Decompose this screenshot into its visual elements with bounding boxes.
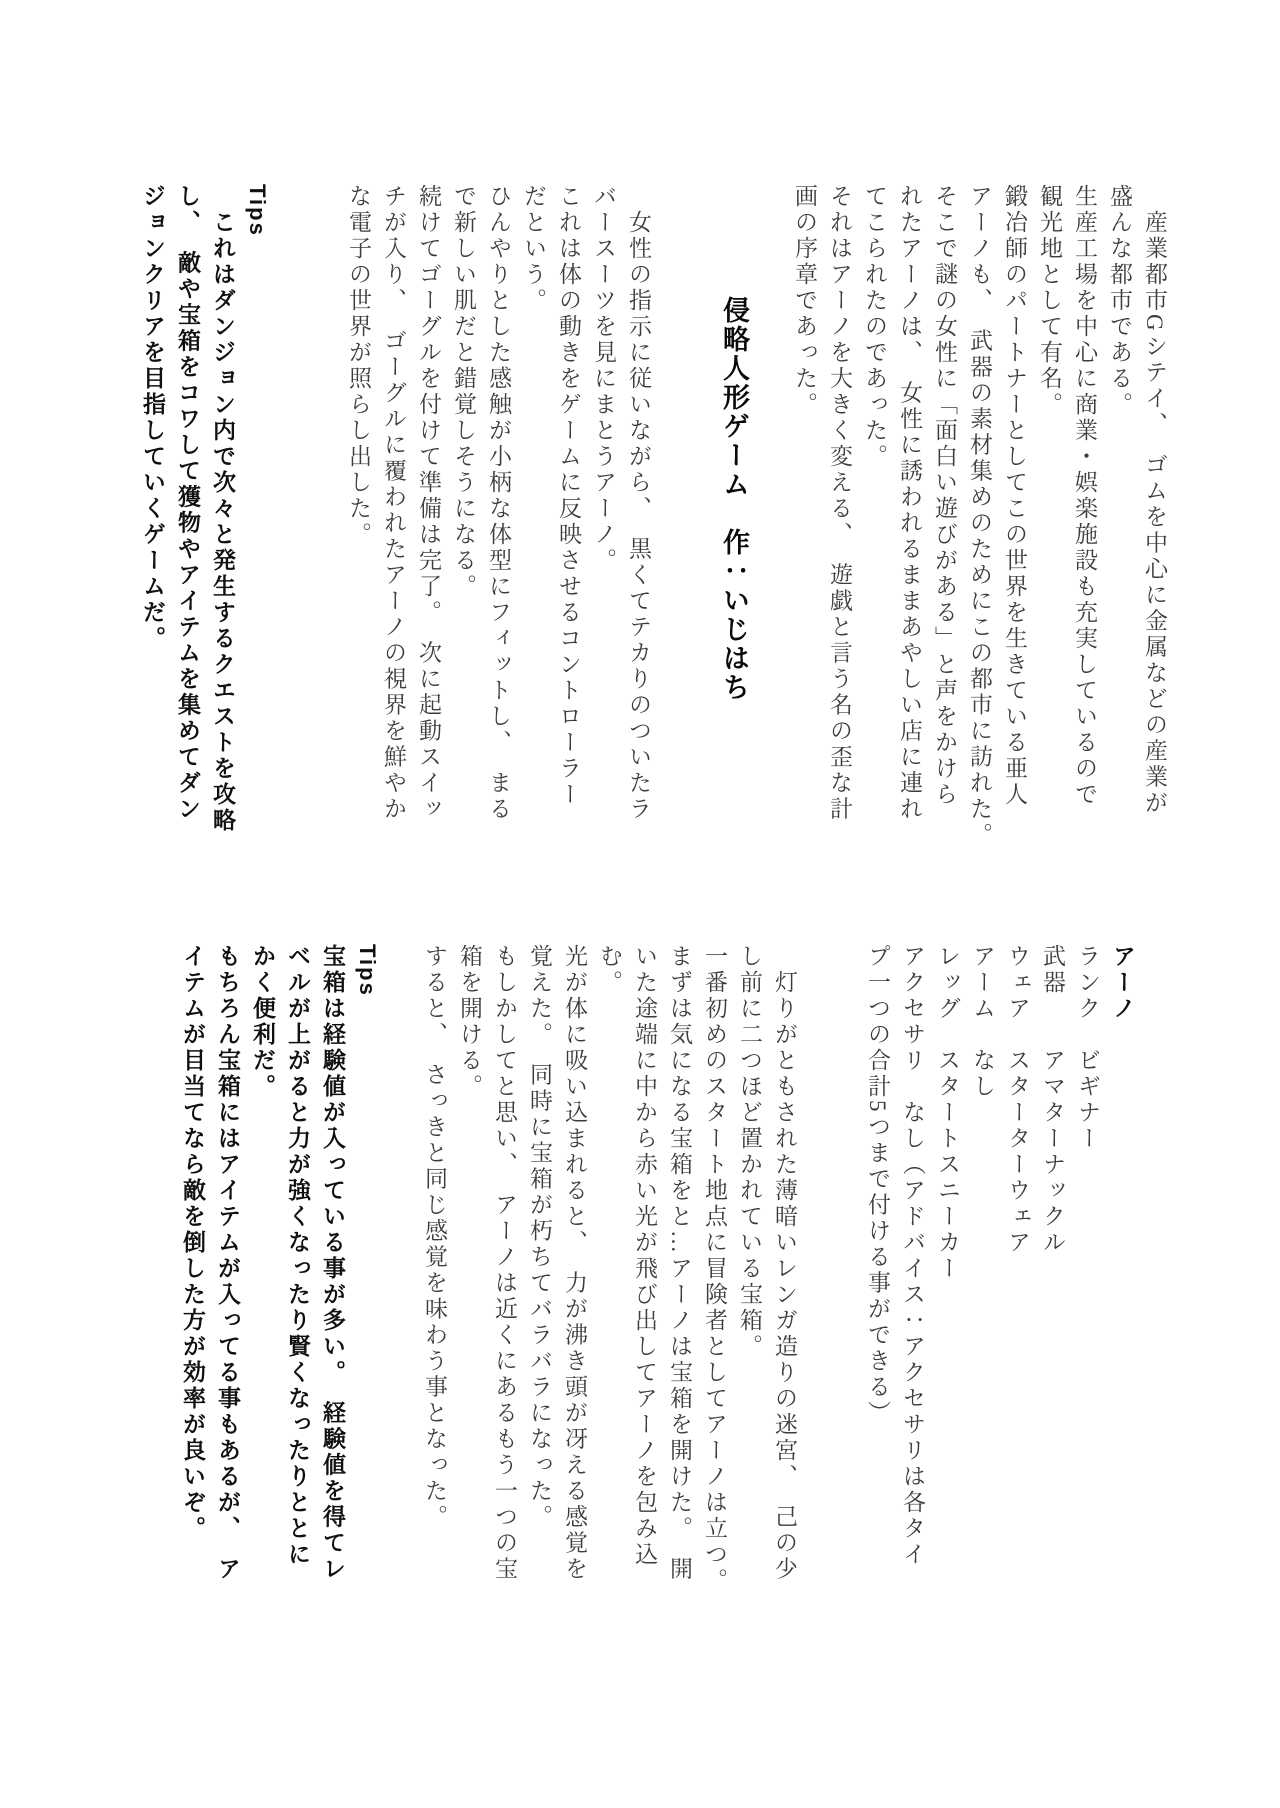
status-line: 武器 アマターナックル	[1040, 944, 1065, 1256]
story-line: もしかしてと思い、 アーノは近くにあるもう一つの宝	[492, 944, 517, 1583]
tips-heading: Tips	[245, 184, 270, 237]
status-line: アクセサリ なし（アドバイス：アクセサリは各タイ	[900, 944, 925, 1568]
story-line: 一番初めのスタート地点に冒険者としてアーノは立つ。	[702, 944, 727, 1594]
tips-line: ベルが上がると力が強くなったり賢くなったりととに	[285, 944, 311, 1568]
story-line: チが入り、 ゴーグルに覆われたアーノの視界を鮮やか	[381, 184, 406, 823]
status-line: アーム なし	[970, 944, 995, 1100]
story-line: これは体の動きをゲームに反映させるコントローラー	[556, 184, 581, 808]
story-paragraphs	[417, 944, 802, 1644]
prologue-section	[135, 184, 1172, 884]
tips-line: 宝箱は経験値が入っている事が多い。 経験値を得てレ	[320, 944, 346, 1583]
tips-line: ジョンクリアを目指していくゲームだ。	[140, 184, 166, 652]
story-line: いた途端に中から赤い光が飛び出してアーノを包み込	[632, 944, 657, 1568]
tips-line: もちろん宝箱にはアイテムが入ってる事もあるが、 ア	[215, 944, 241, 1583]
status-line: ウェア スターターウェア	[1005, 944, 1030, 1256]
story-line: バースーツを見にまとうアーノ。	[591, 184, 616, 574]
story-line: まずは気になる宝箱をと…アーノは宝箱を開けた。 開	[667, 944, 692, 1583]
story-line: し前に二つほど置かれている宝箱。	[737, 944, 762, 1360]
tips-line: し、 敵や宝箱をコワして獲物やアイテムを集めてダン	[175, 184, 201, 823]
story-line: 覚えた。 同時に宝箱が朽ちてバラバラになった。	[527, 944, 552, 1531]
tips-section	[175, 944, 385, 1644]
story-line: む。	[597, 944, 622, 996]
intro-line: 観光地として有名。	[1037, 184, 1062, 418]
page-title: 侵略人形ゲーム 作：いじはち	[719, 296, 749, 702]
tips-section	[135, 184, 275, 884]
character-status-list	[860, 944, 1105, 1644]
intro-line: それはアーノを大きく変える、 遊戯と言う名の歪な計	[827, 184, 852, 823]
story-line: 光が体に吸い込まれると、 力が沸き頭が冴える感覚を	[562, 944, 587, 1583]
story-line: ひんやりとした感触が小柄な体型にフィットし、 まる	[486, 184, 511, 823]
story-line: すると、 さっきと同じ感覚を味わう事となった。	[422, 944, 447, 1531]
tips-line: これはダンジョン内で次々と発生するクエストを攻略	[210, 184, 236, 834]
story-line: な電子の世界が照らし出した。	[346, 184, 371, 548]
tips-lines	[135, 184, 240, 884]
character-name: アーノ	[1110, 944, 1136, 1022]
tips-heading: Tips	[355, 944, 380, 997]
story-line: 女性の指示に従いながら、 黒くてテカりのついたラ	[626, 184, 651, 823]
tips-lines	[175, 944, 350, 1644]
story-line: で新しい肌だと錯覚しそうになる。	[451, 184, 476, 600]
status-line: ランク ビギナー	[1075, 944, 1100, 1152]
intro-line: 生産工場を中心に商業・娯楽施設も充実しているので	[1072, 184, 1097, 808]
status-line: レッグ スタートスニーカー	[935, 944, 960, 1282]
game-start-section	[175, 944, 1140, 1644]
story-line: 箱を開ける。	[457, 944, 482, 1100]
intro-paragraphs	[787, 184, 1172, 884]
intro-line: アーノも、 武器の素材集めのためにこの都市に訪れた。	[967, 184, 992, 849]
story-line: だという。	[521, 184, 546, 314]
tips-line: かく便利だ。	[250, 944, 276, 1100]
intro-line: てこられたのであった。	[862, 184, 887, 470]
intro-line: そこで謎の女性に「面白い遊びがある」と声をかけら	[932, 184, 957, 808]
intro-line: 盛んな都市である。	[1107, 184, 1132, 418]
intro-line: れたアーノは、 女性に誘われるままあやしい店に連れ	[897, 184, 922, 823]
story-line: 続けてゴーグルを付けて準備は完了。 次に起動スイッ	[416, 184, 441, 823]
story-line: 灯りがともされた薄暗いレンガ造りの迷宮、 己の少	[772, 944, 797, 1583]
story-paragraphs	[341, 184, 656, 884]
intro-line: 産業都市Gシテイ、 ゴムを中心に金属などの産業が	[1142, 184, 1167, 817]
intro-line: 画の序章であった。	[792, 184, 817, 418]
tips-line: イテムが目当てなら敵を倒した方が効率が良いぞ。	[180, 944, 206, 1542]
intro-line: 鍛冶師のパートナーとしてこの世界を生きている亜人	[1002, 184, 1027, 808]
status-line: プ一つの合計5つまで付ける事ができる）	[865, 944, 890, 1427]
